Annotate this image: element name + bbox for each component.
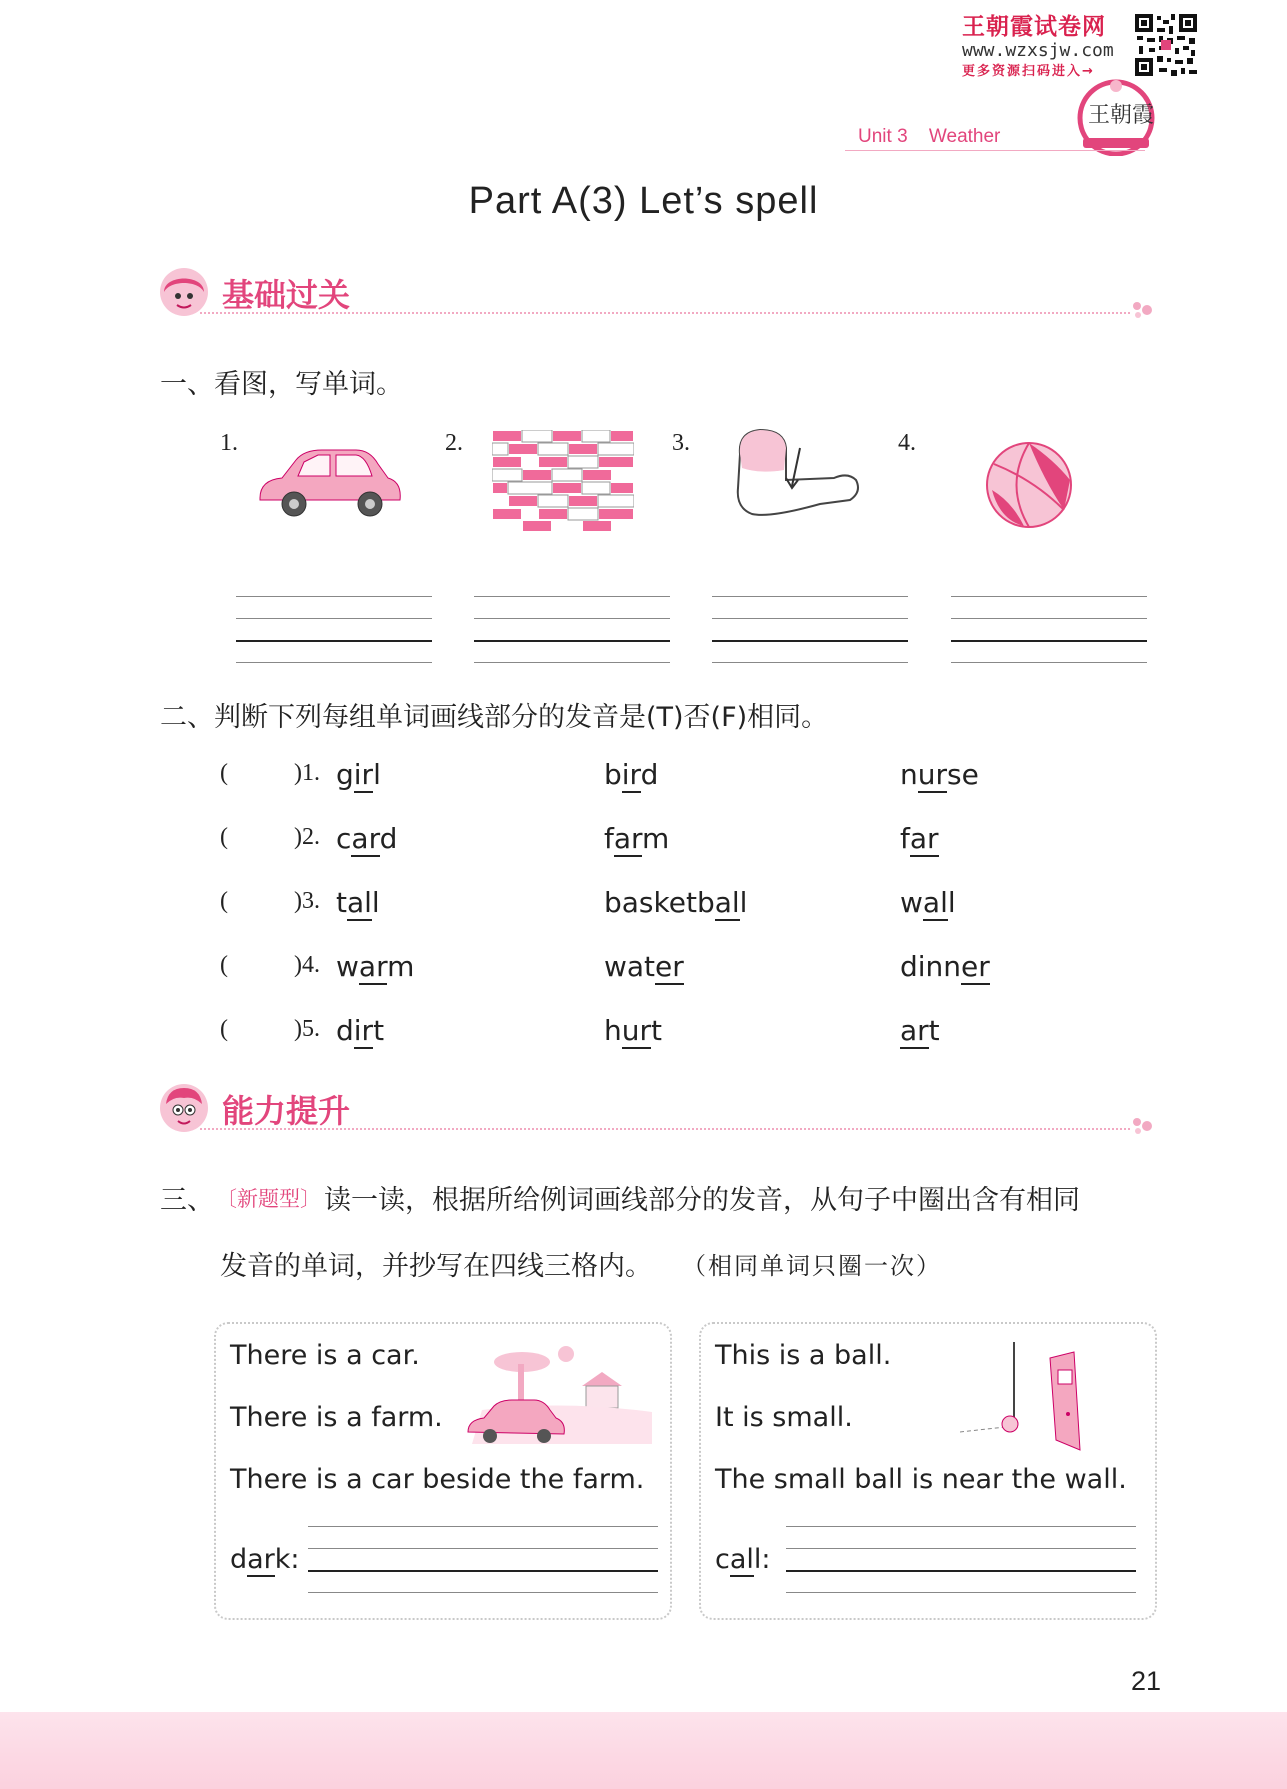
q1-item-2-number: 2.	[445, 430, 463, 456]
word-part-mid: er	[655, 950, 684, 983]
word-part-mid: ar	[351, 822, 380, 855]
box1-writing-lines[interactable]	[308, 1526, 658, 1592]
car-icon	[252, 442, 404, 524]
word-part-pre: f	[900, 822, 910, 855]
answer-paren-open[interactable]: (	[220, 952, 228, 978]
word-part-pre: f	[604, 822, 614, 855]
box2-sentence-1: This is a ball.	[715, 1340, 892, 1371]
word-w3	[900, 822, 939, 855]
page-number: 21	[1130, 1666, 1161, 1696]
section-title-advanced: 能力提升	[222, 1092, 351, 1130]
word-part-post: m	[387, 950, 415, 983]
section-title-basic: 基础过关	[222, 276, 351, 314]
q1-item-4-number: 4.	[898, 430, 916, 456]
word-part-pre: g	[336, 758, 354, 791]
word-part-pre: d	[336, 1014, 354, 1047]
box2-sentence-3: The small ball is near the wall.	[715, 1464, 1127, 1495]
word-part-post: t	[928, 1014, 940, 1047]
word-part-pre: dinn	[900, 950, 962, 983]
question-number: )1.	[294, 760, 320, 786]
answer-paren-open[interactable]: (	[220, 824, 228, 850]
writing-lines-2[interactable]	[474, 596, 670, 662]
question-number: )5.	[294, 1016, 320, 1042]
q1-item-3-number: 3.	[672, 430, 690, 456]
writing-lines-1[interactable]	[236, 596, 432, 662]
word-part-post: l	[739, 886, 748, 919]
dots-decoration-icon	[1132, 1116, 1158, 1136]
unit-number: Unit 3	[858, 126, 908, 147]
word-part-post: t	[651, 1014, 662, 1047]
question-number: )3.	[294, 888, 320, 914]
word-part-pre: h	[604, 1014, 622, 1047]
word-part-pre: c	[336, 822, 352, 855]
word-w2	[604, 758, 658, 791]
word-w2	[604, 822, 669, 855]
word-w3	[900, 1014, 940, 1047]
box2-writing-lines[interactable]	[786, 1526, 1136, 1592]
question-2-heading: 二、判断下列每组单词画线部分的发音是(T)否(F)相同。	[160, 702, 829, 733]
word-part-mid: ur	[621, 1014, 652, 1047]
brand-url[interactable]: www.wzxsjw.com	[962, 40, 1114, 61]
arm-icon	[730, 428, 862, 522]
qr-code-icon[interactable]	[1133, 12, 1199, 78]
unit-title: Weather	[928, 126, 1001, 147]
box2-sentence-2: It is small.	[715, 1402, 853, 1433]
question-number: )4.	[294, 952, 320, 978]
word-w1	[336, 758, 381, 791]
q1-item-1-number: 1.	[220, 430, 238, 456]
word-w1	[336, 822, 397, 855]
brand-name: 王朝霞试卷网	[962, 14, 1106, 40]
word-part-pre: w	[336, 950, 359, 983]
dots-decoration-icon	[1132, 300, 1158, 320]
word-part-post: se	[947, 758, 979, 791]
box1-example-word: dark:	[230, 1544, 300, 1575]
word-part-mid: ar	[909, 822, 939, 855]
section-divider-2	[200, 1128, 1130, 1130]
word-part-pre: t	[336, 886, 347, 919]
word-part-pre: basketb	[604, 886, 715, 919]
brick-wall-icon	[492, 430, 634, 532]
brand-more-text: 更多资源扫码进入→	[962, 64, 1095, 79]
beach-ball-icon	[984, 440, 1074, 530]
word-part-mid: ar	[358, 950, 388, 983]
section-divider	[200, 312, 1130, 314]
farm-car-illustration-icon	[462, 1340, 662, 1446]
word-part-mid: er	[961, 950, 990, 983]
answer-paren-open[interactable]: (	[220, 760, 228, 786]
girl-avatar-icon	[158, 266, 210, 318]
word-part-post: t	[373, 1014, 385, 1047]
word-part-pre: wat	[604, 950, 656, 983]
word-w1	[336, 886, 380, 919]
word-part-mid: ar	[613, 822, 643, 855]
word-w3	[900, 758, 979, 791]
word-part-post: l	[947, 886, 956, 919]
box2-example-word: call:	[715, 1544, 771, 1575]
word-part-post: m	[642, 822, 670, 855]
question-3-heading-line2: 发音的单词，并抄写在四线三格内。	[220, 1251, 652, 1282]
box1-sentence-1: There is a car.	[230, 1340, 420, 1371]
word-part-pre: w	[900, 886, 923, 919]
word-part-mid: ar	[900, 1014, 929, 1047]
wall-door-ball-illustration-icon	[960, 1340, 1088, 1458]
word-part-mid: ir	[353, 1014, 374, 1047]
word-part-pre: b	[604, 758, 622, 791]
question-number: )2.	[294, 824, 320, 850]
word-part-post: d	[379, 822, 398, 855]
word-part-post: d	[640, 758, 659, 791]
question-1-heading: 一、看图，写单词。	[160, 369, 403, 400]
writing-lines-3[interactable]	[712, 596, 908, 662]
word-w2	[604, 886, 747, 919]
word-part-post: l	[371, 886, 380, 919]
new-question-tag: 〔新题型〕	[216, 1187, 321, 1211]
unit-divider	[845, 150, 1145, 151]
question-3-heading-line1: 读一读，根据所给例词画线部分的发音，从句子中圈出含有相同	[324, 1185, 1080, 1216]
answer-paren-open[interactable]: (	[220, 888, 228, 914]
answer-paren-open[interactable]: (	[220, 1016, 228, 1042]
word-w3	[900, 886, 956, 919]
word-w3	[900, 950, 990, 983]
word-w1	[336, 950, 414, 983]
word-part-post: l	[373, 758, 381, 791]
word-part-mid: ir	[353, 758, 374, 791]
boy-avatar-icon	[158, 1082, 210, 1134]
footer-band	[0, 1712, 1287, 1789]
word-part-mid: ur	[917, 758, 948, 791]
word-part-pre: n	[900, 758, 918, 791]
brand-seal-text: 王朝霞	[1088, 103, 1155, 128]
box1-sentence-2: There is a farm.	[230, 1402, 443, 1433]
word-part-mid: ir	[621, 758, 641, 791]
question-3-note: （相同单词只圈一次）	[682, 1252, 942, 1280]
question-3-number: 三、	[160, 1185, 214, 1216]
word-w1	[336, 1014, 384, 1047]
word-part-mid: al	[346, 886, 372, 919]
word-part-mid: al	[922, 886, 948, 919]
word-w2	[604, 950, 684, 983]
word-w2	[604, 1014, 662, 1047]
word-part-mid: al	[714, 886, 740, 919]
writing-lines-4[interactable]	[951, 596, 1147, 662]
page-title: Part A(3) Let’s spell	[468, 180, 819, 222]
box1-sentence-3: There is a car beside the farm.	[230, 1464, 645, 1495]
unit-label	[858, 126, 1000, 148]
